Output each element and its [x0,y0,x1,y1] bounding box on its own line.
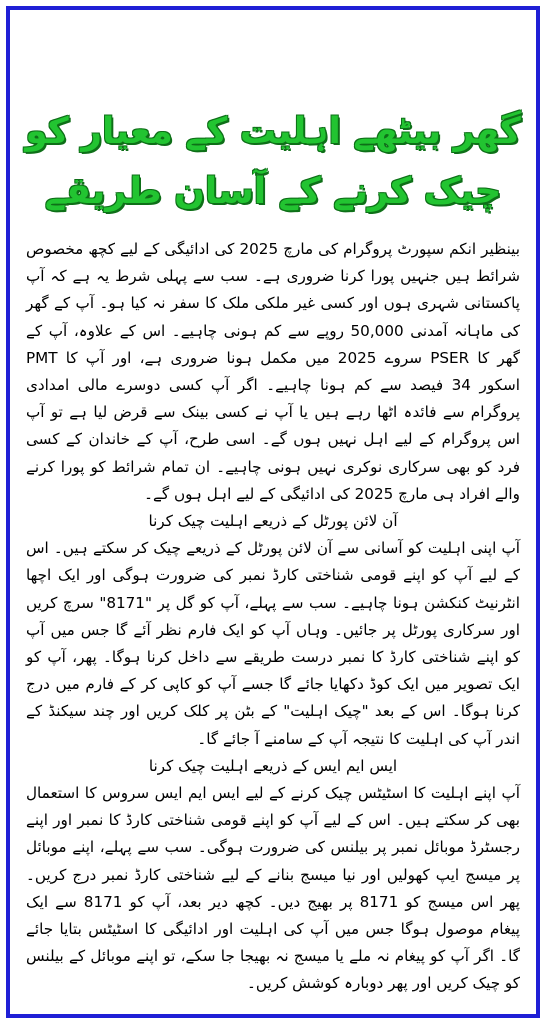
title-line-1: گھر بیٹھے اہلیت کے معیار کو [25,111,521,152]
article-body [26,236,520,998]
sms-heading: ایس ایم ایس کے ذریعے اہلیت چیک کرنا [148,756,398,775]
online-portal-heading: آن لائن پورٹل کے ذریعے اہلیت چیک کرنا [148,512,398,531]
sms-paragraph: آپ اپنے اہلیت کا اسٹیٹس چیک کرنے کے لیے ایس ایم ایس سروس کا استعمال بھی کر سکتے ہیں۔ اس کے لیے آپ کو اپنے قومی شناختی کارڈ کا نمبر اور اپنے رجسٹرڈ موبائل نمبر پر بیلنس کی ضرورت ہوگی۔ سب سے پہلے، اپنے موبائل پر میسج ایپ کھولیں اور نیا میسج بنانے کے لیے شناختی کارڈ نمبر درج کریں۔ پھر اس میسج کو 8171 پر بھیج دیں۔ کچھ دیر بعد، آپ کو 8171 سے ایک پیغام موصول ہوگا جس میں آپ کی اہلیت اور ادائیگی کا اسٹیٹس بتایا جائے گا۔ اگر آپ کو پیغام نہ ملے یا میسج نہ بھیجا جا سکے، تو اپنے موبائل کے بیلنس کو چیک کریں اور پھر دوبارہ کوشش کریں۔ [26,784,520,993]
online-portal-paragraph: آپ اپنی اہلیت کو آسانی سے آن لائن پورٹل کے ذریعے چیک کر سکتے ہیں۔ اس کے لیے آپ کو اپنے قومی شناختی کارڈ نمبر کی ضرورت ہوگی اور ایک اچھا انٹرنیٹ کنکشن ہونا چاہیے۔ سب سے پہلے، آپ کو گل پر "8171" سرچ کریں اور سرکاری پورٹل پر جائیں۔ وہاں آپ کو ایک فارم نظر آئے گا جس میں آپ کو اپنے شناختی کارڈ کا نمبر درست طریقے سے داخل کرنا ہوگا۔ پھر، آپ کو ایک تصویر میں ایک کوڈ دکھایا جائے گا جسے آپ کو کاپی کر کے فارم میں درج کرنا ہوگا۔ اس کے بعد "چیک اہلیت" کے بٹن پر کلک کریں اور چند سیکنڈ کے اندر آپ کی اہلیت کا نتیجہ آپ کے سامنے آ جائے گا۔ [26,539,521,748]
intro-paragraph: بینظیر انکم سپورٹ پروگرام کی مارچ 2025 کی ادائیگی کے لیے کچھ مخصوص شرائط ہیں جنہیں پورا کرنا ضروری ہے۔ سب سے پہلی شرط یہ ہے کہ آپ پاکستانی شہری ہوں اور کسی غیر ملکی ملک کا سفر نہ کیا ہو۔ آپ کے گھر کی ماہانہ آمدنی 50,000 روپے سے کم ہونی چاہیے۔ اس کے علاوہ، آپ کے گھر کا PSER سروے 2025 میں مکمل ہونا ضروری ہے، اور آپ کا PMT اسکور 34 فیصد سے کم ہونا چاہیے۔ اگر آپ کسی دوسرے مالی امدادی پروگرام سے فائدہ اٹھا رہے ہیں یا آپ نے کسی بینک سے قرض لیا ہے تو آپ اس پروگرام کے لیے اہل نہیں ہوں گے۔ اسی طرح، آپ کے خاندان کے کسی فرد کو بھی سرکاری نوکری نہیں ہونی چاہیے۔ ان تمام شرائط کو پورا کرنے والے افراد ہی مارچ 2025 کی ادائیگی کے لیے اہل ہوں گے۔ [26,240,521,503]
title-line-2: چیک کرنے کے آسان طریقے [44,171,502,212]
article-frame [6,6,540,1018]
page-title [20,102,526,222]
